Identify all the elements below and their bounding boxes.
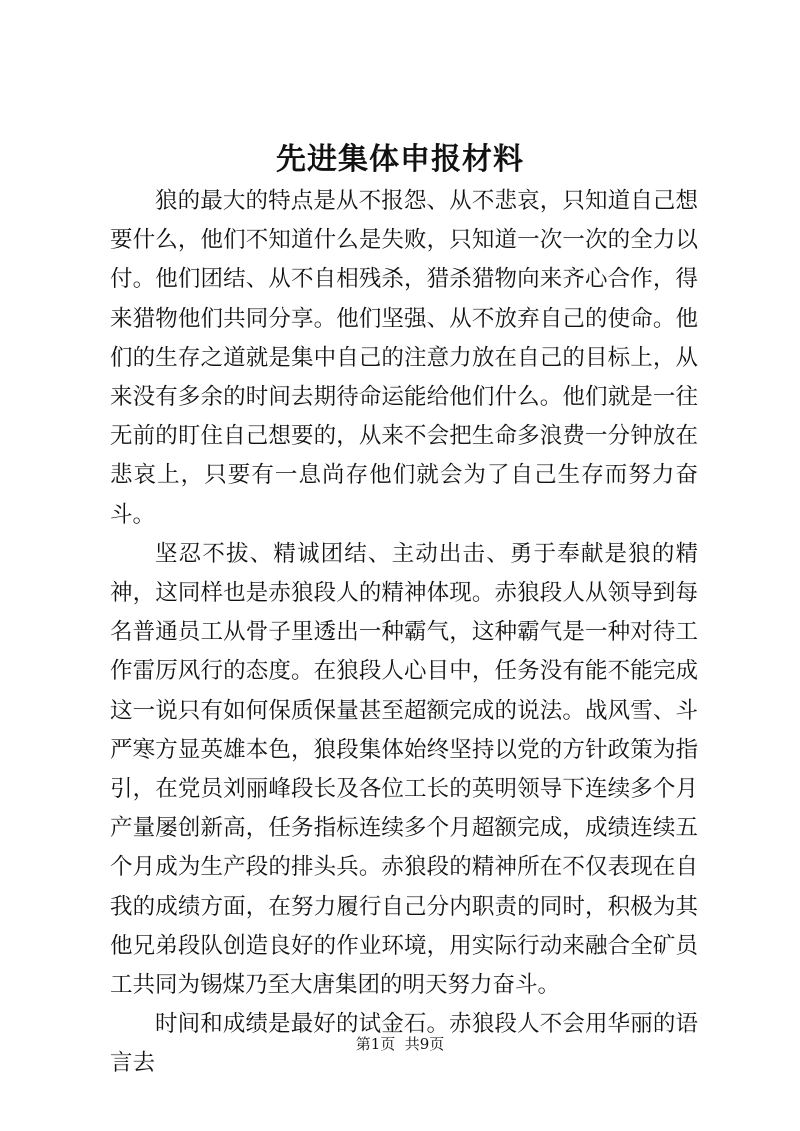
page-footer bbox=[0, 1034, 800, 1054]
paragraph-3: 时间和成绩是最好的试金石。赤狼段人不会用华丽的语言去 bbox=[110, 1011, 698, 1077]
paragraph-2: 坚忍不拔、精诚团结、主动出击、勇于奉献是狼的精神，这同样也是赤狼段人的精神体现。赤狼段人从领导到每名普通员工从骨子里透出一种霸气，这种霸气是一种对待工作雷厉风行的态度。在狼段人心目中，任务没有能不能完成这一说只有如何保质保量甚至超额完成的说法。战风雪、斗严寒方显英雄本色，狼段集体始终坚持以党的方针政策为指引，在党员刘丽峰段长及各位工长的英明领导下连续多个月产量屡创新高，任务指标连续多个月超额完成，成绩连续五个月成为生产段的排头兵。赤狼段的精神所在不仅表现在自我的成绩方面，在努力履行自己分内职责的同时，积极为其他兄弟段队创造良好的作业环境，用实际行动来融合全矿员工共同为锡煤乃至大唐集团的明天努力奋斗。 bbox=[110, 540, 698, 999]
document-title: 先进集体申报材料 bbox=[276, 142, 524, 177]
paragraph-1: 狼的最大的特点是从不报怨、从不悲哀，只知道自己想要什么，他们不知道什么是失败，只知道一次一次的全力以付。他们团结、从不自相残杀，猎杀猎物向来齐心合作，得来猎物他们共同分享。他们坚强、从不放弃自己的使命。他们的生存之道就是集中自己的注意力放在自己的目标上，从来没有多余的时间去期待命运能给他们什么。他们就是一往无前的盯住自己想要的，从来不会把生命多浪费一分钟放在悲哀上，只要有一息尚存他们就会为了自己生存而努力奋斗。 bbox=[110, 188, 698, 528]
document-body bbox=[110, 182, 698, 1084]
page-number: 第1页 共9页 bbox=[355, 1035, 445, 1053]
